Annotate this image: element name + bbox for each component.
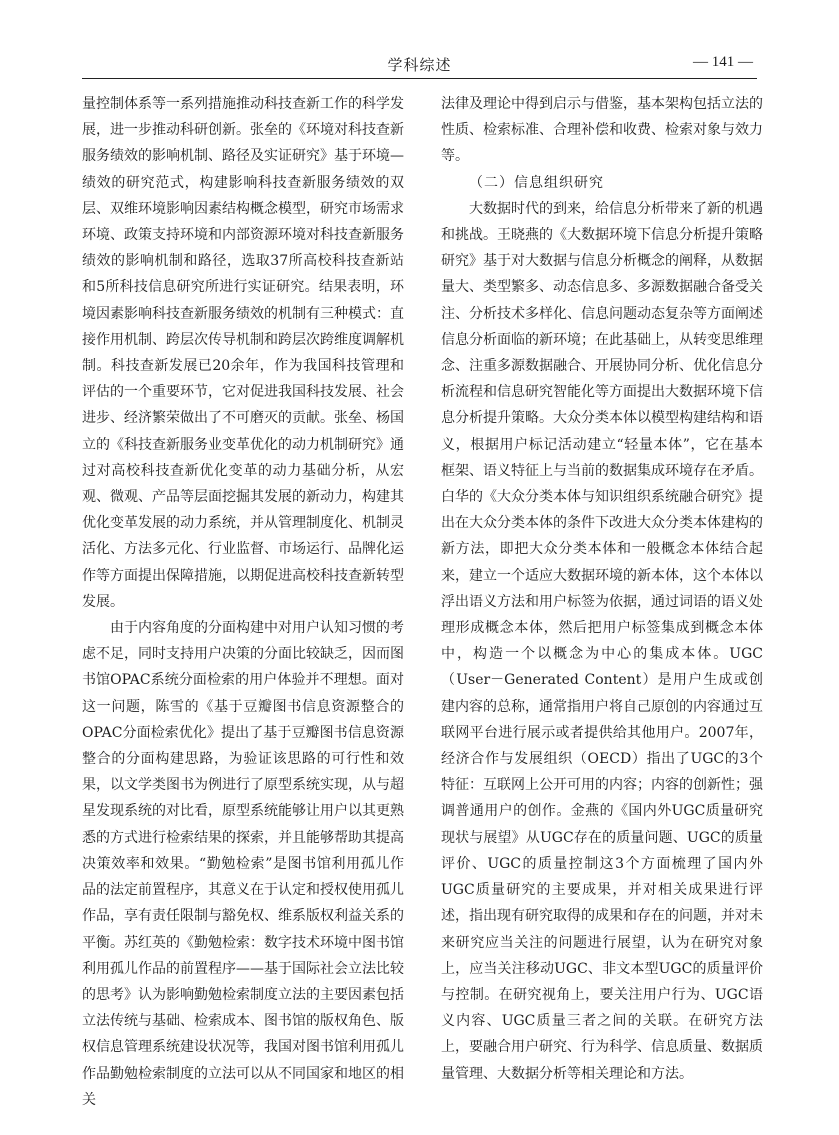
- section-title: 学科综述: [387, 56, 452, 74]
- paragraph: 由于内容角度的分面构建中对用户认知习惯的考虑不足，同时支持用户决策的分面比较缺乏，因而图书馆OPAC系统分面检索的用户体验并不理想。面对这一问题，陈雪的《基于豆瓣图书信息资源整合的OPAC分面检索优化》提出了基于豆瓣图书信息资源整合的分面构建思路，为验证该思路的可行性和效果，以文学类图书为例进行了原型系统实现，从与超星发现系统的对比看，原型系统能够让用户以其更熟悉的方式进行检索结果的探索，并且能够帮助其提高决策效率和效果。“勤勉检索”是图书馆利用孤儿作品的法定前置程序，其意义在于认定和授权使用孤儿作品，享有责任限制与豁免权、维系版权利益关系的平衡。苏红英的《勤勉检索：数字技术环境中图书馆利用孤儿作品的前置程序——基于国际社会立法比较的思考》认为影响勤勉检索制度立法的主要因素包括立法传统与基础、检索成本、图书馆的版权角色、版权信息管理系统建设状况等，我国对图书馆利用孤儿作品勤勉检索制度的立法可以从不同国家和地区的相关: [82, 620, 404, 1108]
- running-head: [82, 50, 757, 79]
- left-column: [82, 91, 404, 1113]
- page-number: — 141 —: [693, 54, 753, 70]
- section-subheading: （二）信息组织研究: [469, 174, 604, 191]
- paragraph-continued: 量控制体系等一系列措施推动科技查新工作的科学发展，进一步推动科研创新。张垒的《环境对科技查新服务绩效的影响机制、路径及实证研究》基于环境—绩效的研究范式，构建影响科技查新服务绩效的双层、双维环境影响因素结构概念模型，研究市场需求环境、政策支持环境和内部资源环境对科技查新服务绩效的影响机制和路径，选取37所高校科技查新站和5所科技信息研究所进行实证研究。结果表明，环境因素影响科技查新服务绩效的机制有三种模式：直接作用机制、跨层次传导机制和跨层次跨维度调解机制。科技查新发展已20余年，作为我国科技管理和评估的一个重要环节，它对促进我国科技发展、社会进步、经济繁荣做出了不可磨灭的贡献。张垒、杨国立的《科技查新服务业变革优化的动力机制研究》通过对高校科技查新优化变革的动力基础分析，从宏观、微观、产品等层面挖掘其发展的新动力，构建其优化变革发展的动力系统，并从管理制度化、机制灵活化、方法多元化、行业监督、市场运行、品牌化运作等方面提出保障措施，以期促进高校科技查新转型发展。: [82, 96, 404, 610]
- paragraph-continued: 法律及理论中得到启示与借鉴，基本架构包括立法的性质、检索标准、合理补偿和收费、检索对象与效力等。: [441, 96, 763, 165]
- paragraph: 大数据时代的到来，给信息分析带来了新的机遇和挑战。王晓燕的《大数据环境下信息分析提升策略研究》基于对大数据与信息分析概念的阐释，从数据量大、类型繁多、动态信息多、多源数据融合备受关注、分析技术多样化、信息问题动态复杂等方面阐述信息分析面临的新环境；在此基础上，从转变思维理念、注重多源数据融合、开展协同分析、优化信息分析流程和信息研究智能化等方面提出大数据环境下信息分析提升策略。大众分类本体以模型构建结构和语义，根据用户标记活动建立“轻量本体”，它在基本框架、语义特征上与当前的数据集成环境存在矛盾。白华的《大众分类本体与知识组织系统融合研究》提出在大众分类本体的条件下改进大众分类本体建构的新方法，即把大众分类本体和一般概念本体结合起来，建立一个适应大数据环境的新本体，这个本体以浮出语义方法和用户标签为依据，通过词语的语义处理形成概念本体，然后把用户标签集成到概念本体中，构造一个以概念为中心的集成本体。UGC（User－Generated Content）是用户生成或创建内容的总称，通常指用户将自己原创的内容通过互联网平台进行展示或者提供给其他用户。2007年，经济合作与发展组织（OECD）指出了UGC的3个特征：互联网上公开可用的内容；内容的创新性；强调普通用户的创作。金燕的《国内外UGC质量研究现状与展望》从UGC存在的质量问题、UGC的质量评价、UGC的质量控制这3个方面梳理了国内外UGC质量研究的主要成果，并对相关成果进行评述，指出现有研究取得的成果和存在的问题，并对未来研究应当关注的问题进行展望，认为在研究对象上，应当关注移动UGC、非文本型UGC的质量评价与控制。在研究视角上，要关注用户行为、UGC语义内容、UGC质量三者之间的关联。在研究方法上，要融合用户研究、行为科学、信息质量、数据质量管理、大数据分析等相关理论和方法。: [441, 200, 763, 1082]
- right-column: [441, 91, 763, 1087]
